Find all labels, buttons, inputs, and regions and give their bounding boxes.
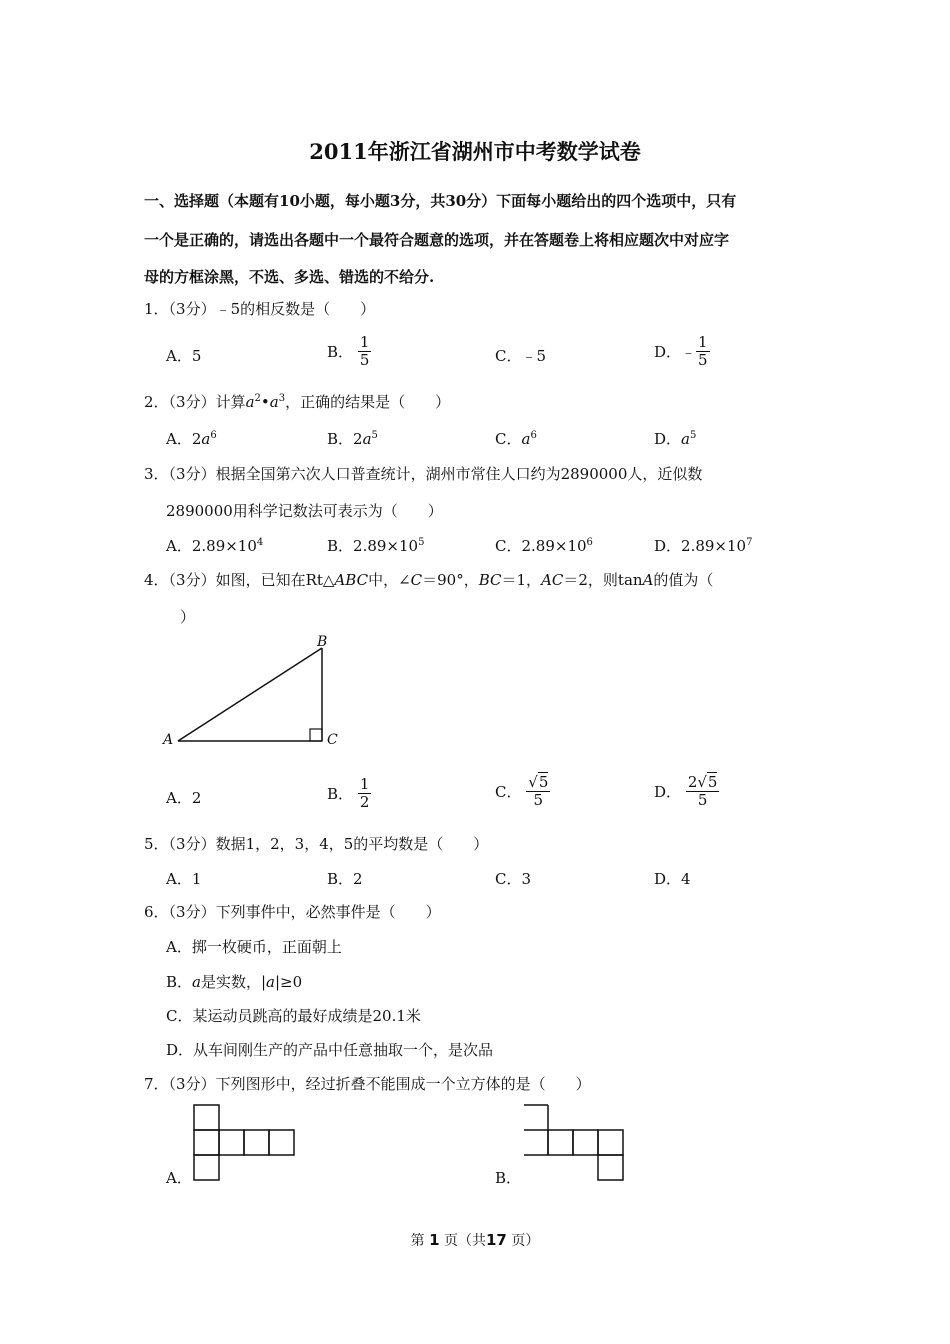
- fraction: $\frac{1}{2}$: [359, 775, 370, 811]
- q1-option-c: C．﹣5: [495, 347, 547, 365]
- q4-option-a: A．2: [166, 789, 202, 807]
- q5-option-d: D．4: [654, 870, 691, 888]
- q1-option-d: D．﹣ $\frac{1}{5}$: [654, 333, 708, 369]
- q5-option-a: A．1: [166, 870, 202, 888]
- q5-option-b: B．2: [327, 870, 363, 888]
- net-square: [548, 1130, 573, 1155]
- section-instructions-line1: 一、选择题（本题有10小题，每小题3分，共30分）下面每小题给出的四个选项中，只有: [144, 192, 737, 210]
- q1-option-b: B． $\frac{1}{5}$: [327, 333, 370, 369]
- question-3-stem-line1: 3．（3分）根据全国第六次人口普查统计，湖州市常住人口约为2890000人，近似数: [144, 465, 703, 483]
- fraction: $\frac{1}{5}$: [359, 333, 370, 369]
- q3-option-c: C．$2.89\times 10^6$: [495, 537, 593, 555]
- q3-option-a: A．$2.89\times 10^4$: [166, 537, 264, 555]
- q6-option-a: A．掷一枚硬币，正面朝上: [166, 938, 342, 956]
- net-square: [598, 1155, 623, 1180]
- question-6-stem: 6．（3分）下列事件中，必然事件是（ ）: [144, 903, 441, 921]
- page-total: 17: [486, 1231, 507, 1249]
- q5-option-c: C．3: [495, 870, 532, 888]
- fraction: $\frac{√5}{5}$: [528, 773, 549, 809]
- q4-option-d: D． $\frac{2√5}{5}$: [654, 773, 718, 809]
- net-square: [194, 1130, 219, 1155]
- question-3-stem-line2: 2890000用科学记数法可表示为（ ）: [166, 502, 443, 520]
- question-5-stem: 5．（3分）数据1，2，3，4，5的平均数是（ ）: [144, 835, 489, 853]
- q2-option-a: A．$2a^6$: [166, 430, 217, 448]
- net-square: [194, 1105, 219, 1130]
- fraction: $\frac{1}{5}$: [698, 333, 708, 369]
- question-4-stem-line2: ）: [180, 608, 196, 626]
- side-ab: [178, 648, 322, 741]
- q2-option-d: D．$a^5$: [654, 430, 697, 448]
- section-instructions-line3: 母的方框涂黑，不选、多选、错选的不给分.: [144, 268, 435, 286]
- q7-option-b-label: B．: [495, 1169, 522, 1187]
- q3-option-b: B．$2.89\times 10^5$: [327, 537, 425, 555]
- fraction: $\frac{2√5}{5}$: [687, 773, 718, 809]
- page-footer: 第 1 页（共17 页）: [410, 1231, 540, 1249]
- cube-net-a: [190, 1102, 300, 1184]
- vertex-label-c: C: [327, 732, 338, 748]
- section-instructions-line2: 一个是正确的，请选出各题中一个最符合题意的选项，并在答题卷上将相应题次中对应字: [144, 231, 730, 249]
- page-number: 1: [429, 1231, 440, 1249]
- net-square: [573, 1130, 598, 1155]
- net-square: [244, 1130, 269, 1155]
- q3-option-d: D．$2.89\times 10^7$: [654, 537, 753, 555]
- net-square: [598, 1130, 623, 1155]
- q7-option-a-label: A．: [166, 1169, 192, 1187]
- q6-option-b: B．a是实数，|a|≥0: [166, 973, 303, 991]
- q4-option-b: B． $\frac{1}{2}$: [327, 775, 370, 811]
- net-square: [269, 1130, 294, 1155]
- q4-option-c: C． $\frac{√5}{5}$: [495, 773, 549, 809]
- question-1-stem: 1．（3分）﹣5的相反数是（ ）: [144, 300, 376, 318]
- question-7-stem: 7．（3分）下列图形中，经过折叠不能围成一个立方体的是（ ）: [144, 1075, 591, 1093]
- question-2-stem: 2．（3分）计算$a^2•a^3$，正确的结果是（ ）: [144, 393, 451, 411]
- q1-option-a: A．5: [166, 347, 202, 365]
- q6-option-c: C．某运动员跳高的最好成绩是20.1米: [166, 1007, 421, 1025]
- q6-option-d: D．从车间刚生产的产品中任意抽取一个，是次品: [166, 1041, 494, 1059]
- q2-option-c: C．$a^6$: [495, 430, 537, 448]
- net-square: [194, 1155, 219, 1180]
- right-angle-mark: [310, 729, 322, 741]
- question-4-stem-line1: 4．（3分）如图，已知在Rt△ABC中，∠C＝90°，BC＝1，AC＝2，则tanA的值为（: [144, 571, 714, 589]
- q2-option-b: B．$2a^5$: [327, 430, 378, 448]
- cube-net-b: [520, 1102, 630, 1184]
- page-title: 2011年浙江省湖州市中考数学试卷: [309, 139, 641, 164]
- net-square: [219, 1130, 244, 1155]
- vertex-label-b: B: [317, 634, 328, 650]
- vertex-label-a: A: [163, 732, 174, 748]
